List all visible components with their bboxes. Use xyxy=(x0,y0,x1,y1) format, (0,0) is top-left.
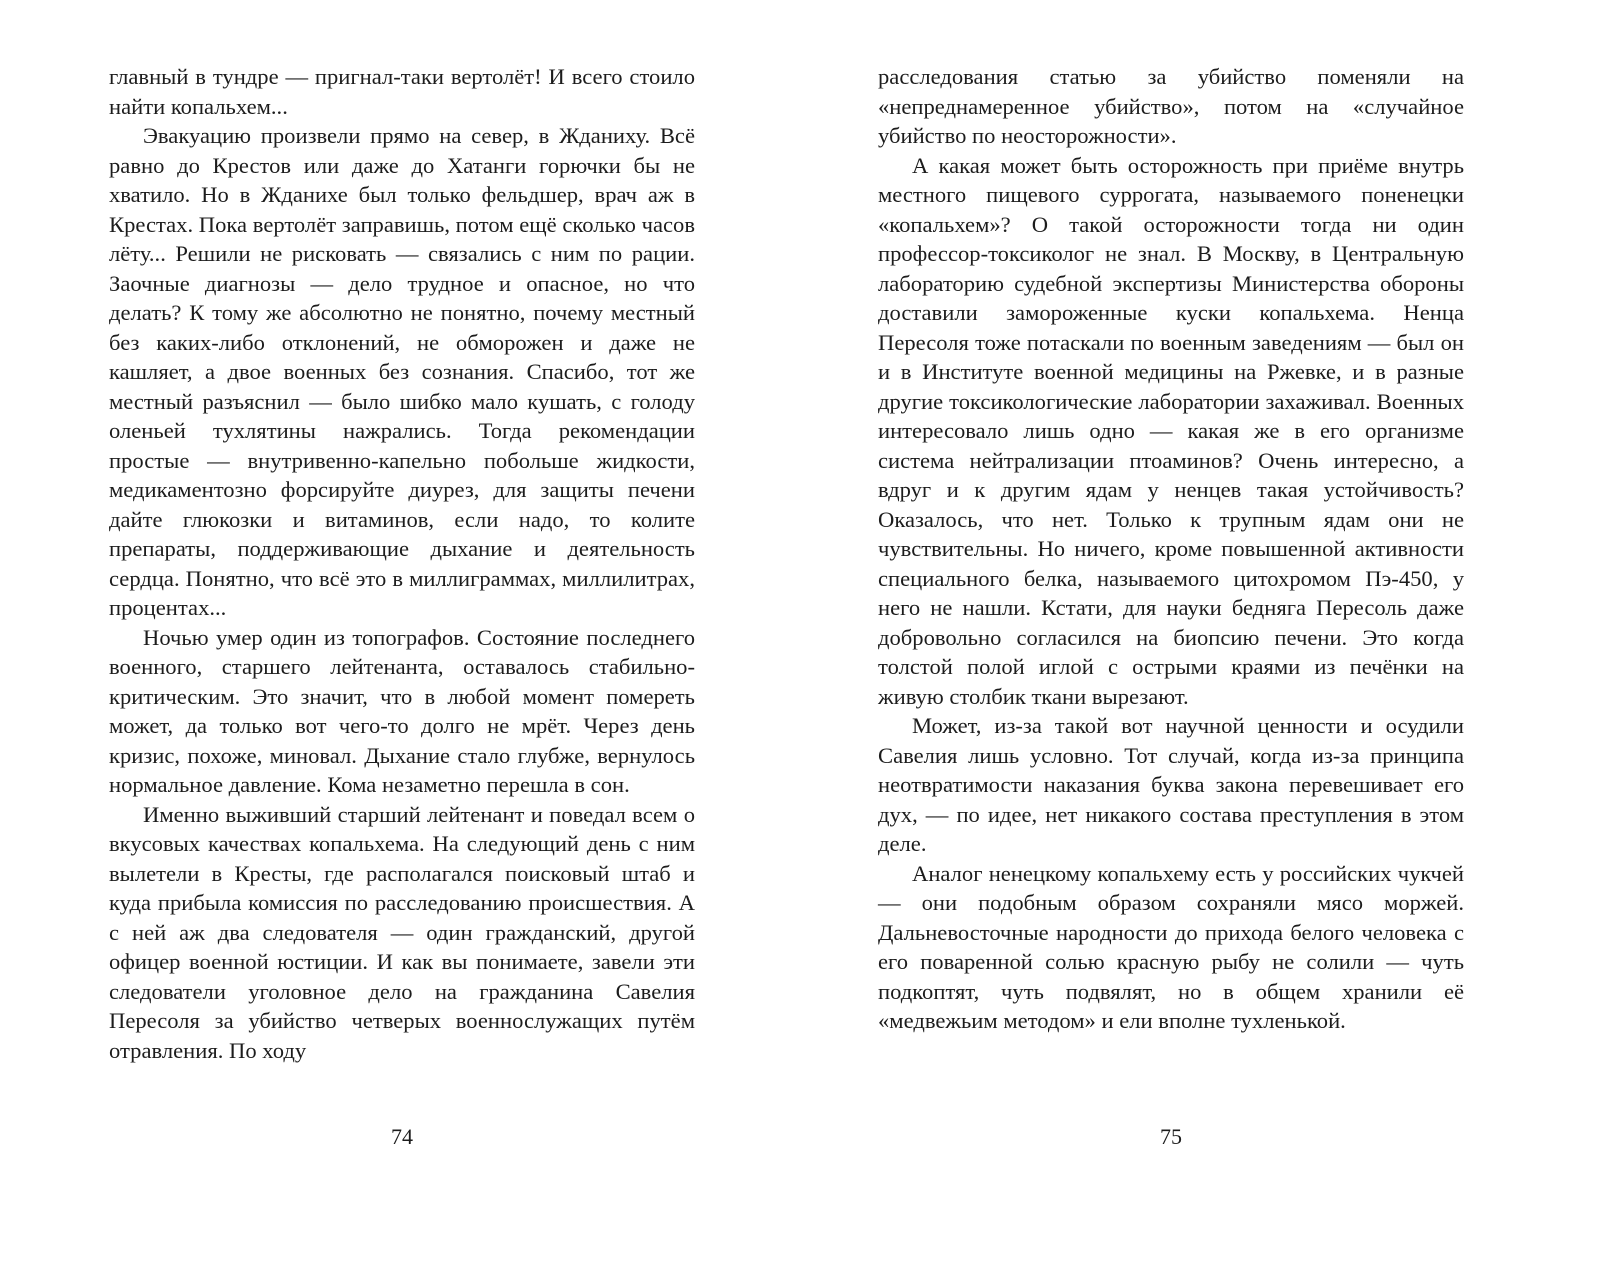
paragraph: Именно выживший старший лейтенант и поведал всем о вкусовых качествах копальхема. На следующий день с ним вылетели в Кресты, где располагался поисковый штаб и куда прибыла комиссия по расследованию происшествия. А с ней аж два следователя — один гражданский, другой офицер военной юстиции. И как вы понимаете, завели эти следователи уголовное дело на гражданина Савелия Пересоля за убийство четверых военнослужащих путём отравления. По ходу xyxy=(109,801,695,1063)
paragraph: Эвакуацию произвели прямо на север, в Жданиху. Всё равно до Крестов или даже до Хатанги горючки бы не хватило. Но в Жданихе был только фельдшер, врач аж в Крестах. Пока вертолёт заправишь, потом ещё сколько часов лёту... Решили не рисковать — связались с ним по рации. Заочные диагнозы — дело трудное и опасное, но что делать? К тому же абсолютно не понятно, почему местный без каких-либо отклонений, не обморожен и даже не кашляет, а двое военных без сознания. Спасибо, тот же местный разъяснил — было шибко мало кушать, с голоду оленьей тухлятины нажрались. Тогда рекомендации простые — внутривенно-капельно побольше жидкости, медикаментозно форсируйте диурез, для защиты печени дайте глюкозки и витаминов, если надо, то колите препараты, поддерживающие дыхание и деятельность сердца. Понятно, что всё это в миллиграммах, миллилитрах, процентах... xyxy=(109,123,695,620)
paragraph: расследования статью за убийство поменяли на «непреднамеренное убийство», потом на «случайное убийство по неосторожности». xyxy=(878,64,1464,148)
right-page xyxy=(878,62,1464,1036)
left-page-number: 74 xyxy=(391,1124,413,1149)
paragraph: Ночью умер один из топографов. Состояние последнего военного, старшего лейтенанта, оставалось стабильно-критическим. Это значит, что в любой момент помереть может, да только вот чего-то долго не мрёт. Через день кризис, похоже, миновал. Дыхание стало глубже, вернулось нормальное давление. Кома незаметно перешла в сон. xyxy=(109,624,695,797)
left-page xyxy=(109,62,695,1065)
right-page-number: 75 xyxy=(1160,1124,1182,1149)
paragraph: Аналог ненецкому копальхему есть у российских чукчей — они подобным образом сохраняли мясо моржей. Дальневосточные народности до прихода белого человека с его поваренной солью красную рыбу не солили — чуть подкоптят, чуть подвялят, но в общем хранили её «медвежьим методом» и ели вполне тухленькой. xyxy=(878,860,1464,1033)
paragraph: А какая может быть осторожность при приёме внутрь местного пищевого суррогата, называемого поненецки «копальхем»? О такой осторожности тогда ни один профессор-токсиколог не знал. В Москву, в Центральную лабораторию судебной экспертизы Министерства обороны доставили замороженные куски копальхема. Ненца Пересоля тоже потаскали по военным заведениям — был он и в Институте военной медицины на Ржевке, и в разные другие токсикологические лаборатории захаживал. Военных интересовало лишь одно — какая же в его организме система нейтрализации птоаминов? Очень интересно, а вдруг и к другим ядам у ненцев такая устойчивость? Оказалось, что нет. Только к трупным ядам они не чувствительны. Но ничего, кроме повышенной активности специального белка, называемого цитохромом Пэ-450, у него не нашли. Кстати, для науки бедняга Пересоль даже добровольно согласился на биопсию печени. Это когда толстой полой иглой с острыми краями из печёнки на живую столбик ткани вырезают. xyxy=(878,152,1464,709)
paragraph: Может, из-за такой вот научной ценности и осудили Савелия лишь условно. Тот случай, когда из-за принципа неотвратимости наказания буква закона перевешивает его дух, — по идее, нет никакого состава преступления в этом деле. xyxy=(878,713,1464,856)
paragraph: главный в тундре — пригнал-таки вертолёт! И всего стоило найти копальхем... xyxy=(109,64,695,119)
